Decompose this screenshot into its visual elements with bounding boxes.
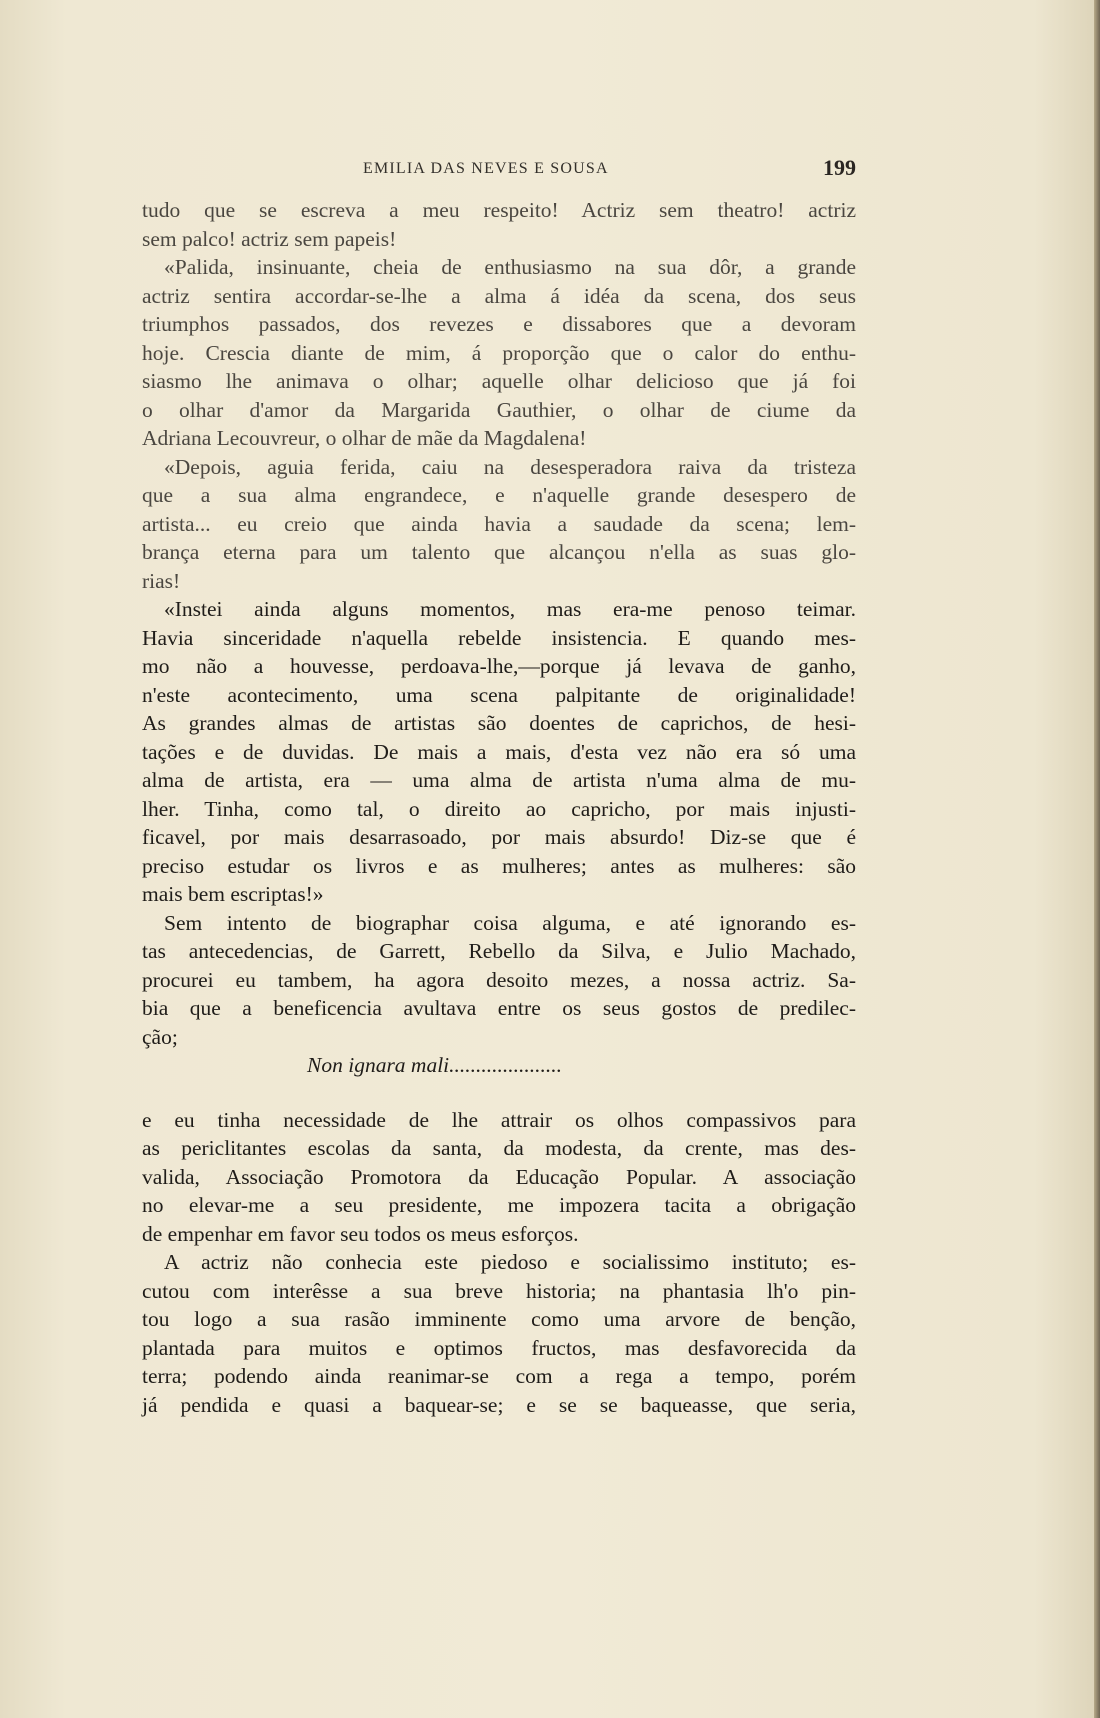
page-number: 199 <box>823 155 856 180</box>
text-line: preciso estudar os livros e as mulheres; antes as mulheres: são <box>142 853 856 878</box>
running-title: EMILIA DAS NEVES E SOUSA <box>363 160 609 177</box>
text-line: o olhar d'amor da Margarida Gauthier, o olhar de ciume da <box>142 397 856 422</box>
text-line: A actriz não conhecia este piedoso e socialissimo instituto; es- <box>164 1250 856 1274</box>
text-line: valida, Associação Promotora da Educação Popular. A associação <box>142 1164 856 1189</box>
text-line: triumphos passados, dos revezes e dissabores que a devoram <box>142 312 856 336</box>
text-line: procurei eu tambem, ha agora desoito mezes, a nossa actriz. Sa- <box>142 967 856 992</box>
text-line: Havia sinceridade n'aquella rebelde insistencia. E quando mes- <box>142 625 856 650</box>
text-line: «Depois, aguia ferida, caiu na desesperadora raiva da tristeza <box>164 454 856 479</box>
page-edge-shadow <box>1094 0 1100 1718</box>
text-line: sem palco! actriz sem papeis! <box>142 226 397 251</box>
text-line: tou logo a sua rasão imminente como uma arvore de benção, <box>142 1307 856 1331</box>
text-line: que a sua alma engrandece, e n'aquelle grande desespero de <box>142 483 856 507</box>
text-line: rias! <box>142 568 181 593</box>
text-line: de empenhar em favor seu todos os meus esforços. <box>142 1221 579 1246</box>
text-line: alma de artista, era — uma alma de artista n'uma alma de mu- <box>142 768 856 792</box>
text-line: n'este acontecimento, uma scena palpitante de originalidade! <box>142 682 856 707</box>
text-line: «Palida, insinuante, cheia de enthusiasmo na sua dôr, a grande <box>164 255 856 279</box>
text-line: já pendida e quasi a baquear-se; e se se baqueasse, que seria, <box>142 1392 856 1417</box>
text-line: brança eterna para um talento que alcançou n'ella as suas glo- <box>142 540 856 564</box>
text-line: as periclitantes escolas da santa, da modesta, da crente, mas des- <box>142 1136 856 1160</box>
running-head <box>142 155 856 186</box>
text-line: siasmo lhe animava o olhar; aquelle olhar delicioso que já foi <box>142 369 856 393</box>
text-line: As grandes almas de artistas são doentes de caprichos, de hesi- <box>142 711 856 735</box>
text-line: lher. Tinha, como tal, o direito ao capricho, por mais injusti- <box>142 796 856 821</box>
text-line: tações e de duvidas. De mais a mais, d'esta vez não era só uma <box>142 739 856 764</box>
text-line: e eu tinha necessidade de lhe attrair os olhos compassivos para <box>142 1107 856 1132</box>
text-line: «Instei ainda alguns momentos, mas era-me penoso teimar. <box>164 597 856 621</box>
text-line: ficavel, por mais desarrasoado, por mais absurdo! Diz-se que é <box>142 825 856 849</box>
text-line: terra; podendo ainda reanimar-se com a rega a tempo, porém <box>142 1364 856 1388</box>
text-line: mais bem escriptas!» <box>142 882 324 906</box>
text-line: cutou com interêsse a sua breve historia; na phantasia lh'o pin- <box>142 1278 856 1303</box>
text-line: plantada para muitos e optimos fructos, mas desfavorecida da <box>142 1335 856 1360</box>
text-line: bia que a beneficencia avultava entre os seus gostos de predilec- <box>142 996 856 1020</box>
text-line: ção; <box>142 1024 178 1049</box>
text-line: tas antecedencias, de Garrett, Rebello da Silva, e Julio Machado, <box>142 939 856 963</box>
text-line: mo não a houvesse, perdoava-lhe,—porque já levava de ganho, <box>142 654 856 678</box>
text-line: hoje. Crescia diante de mim, á proporção que o calor do enthu- <box>142 340 856 365</box>
blank-line <box>142 1080 856 1106</box>
text-line: actriz sentira accordar-se-lhe a alma á idéa da scena, dos seus <box>142 283 856 308</box>
text-line: tudo que se escreva a meu respeito! Actriz sem theatro! actriz <box>142 198 856 222</box>
text-line: Adriana Lecouvreur, o olhar de mãe da Magdalena! <box>142 426 587 450</box>
text-line: artista... eu creio que ainda havia a saudade da scena; lem- <box>142 511 856 536</box>
body-text <box>142 196 856 1419</box>
text-line: no elevar-me a seu presidente, me impozera tacita a obrigação <box>142 1193 856 1217</box>
verse-quote: Non ignara mali..................... <box>307 1053 563 1077</box>
text-line: Sem intento de biographar coisa alguma, e até ignorando es- <box>164 910 856 935</box>
